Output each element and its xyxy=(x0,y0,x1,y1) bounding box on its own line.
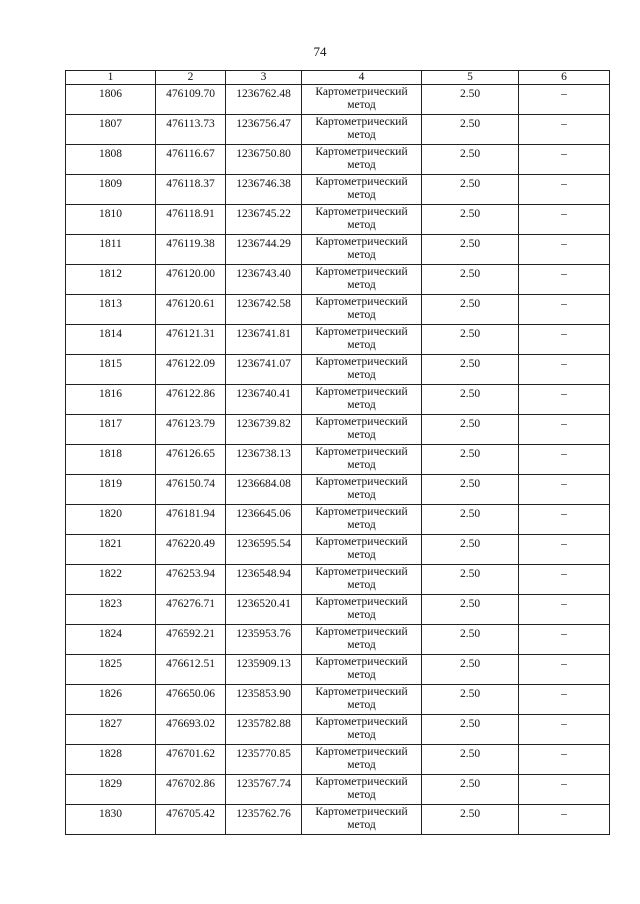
note-cell: – xyxy=(519,655,610,685)
method-cell xyxy=(302,115,422,145)
y-coordinate-cell: 1236520.41 xyxy=(226,595,302,625)
accuracy-cell: 2.50 xyxy=(422,685,519,715)
y-coordinate-cell: 1236738.13 xyxy=(226,445,302,475)
note-cell: – xyxy=(519,85,610,115)
point-number-cell: 1823 xyxy=(66,595,156,625)
method-line-2: метод xyxy=(347,159,376,171)
method-line-2: метод xyxy=(347,99,376,111)
point-number-cell: 1825 xyxy=(66,655,156,685)
method-line-1: Картометрический xyxy=(315,716,408,728)
y-coordinate-cell: 1236750.80 xyxy=(226,145,302,175)
table-row xyxy=(66,175,610,205)
point-number-cell: 1820 xyxy=(66,505,156,535)
column-header: 2 xyxy=(156,71,226,85)
x-coordinate-cell: 476612.51 xyxy=(156,655,226,685)
table-row xyxy=(66,325,610,355)
coordinates-table xyxy=(65,70,610,835)
accuracy-cell: 2.50 xyxy=(422,715,519,745)
y-coordinate-cell: 1236743.40 xyxy=(226,265,302,295)
method-line-2: метод xyxy=(347,819,376,831)
method-line-2: метод xyxy=(347,129,376,141)
accuracy-cell: 2.50 xyxy=(422,505,519,535)
y-coordinate-cell: 1235767.74 xyxy=(226,775,302,805)
method-line-1: Картометрический xyxy=(315,626,408,638)
table-row xyxy=(66,805,610,835)
column-header: 4 xyxy=(302,71,422,85)
method-cell xyxy=(302,565,422,595)
note-cell: – xyxy=(519,685,610,715)
note-cell: – xyxy=(519,325,610,355)
method-line-1: Картометрический xyxy=(315,326,408,338)
note-cell: – xyxy=(519,385,610,415)
point-number-cell: 1814 xyxy=(66,325,156,355)
table-row xyxy=(66,145,610,175)
method-line-1: Картометрический xyxy=(315,176,408,188)
x-coordinate-cell: 476693.02 xyxy=(156,715,226,745)
method-line-1: Картометрический xyxy=(315,206,408,218)
point-number-cell: 1829 xyxy=(66,775,156,805)
y-coordinate-cell: 1236548.94 xyxy=(226,565,302,595)
method-line-2: метод xyxy=(347,579,376,591)
method-line-2: метод xyxy=(347,519,376,531)
table-row xyxy=(66,205,610,235)
method-line-2: метод xyxy=(347,489,376,501)
table-body xyxy=(66,85,610,835)
column-header: 5 xyxy=(422,71,519,85)
x-coordinate-cell: 476702.86 xyxy=(156,775,226,805)
method-line-1: Картометрический xyxy=(315,656,408,668)
method-line-1: Картометрический xyxy=(315,746,408,758)
note-cell: – xyxy=(519,475,610,505)
y-coordinate-cell: 1236744.29 xyxy=(226,235,302,265)
y-coordinate-cell: 1235782.88 xyxy=(226,715,302,745)
x-coordinate-cell: 476220.49 xyxy=(156,535,226,565)
x-coordinate-cell: 476126.65 xyxy=(156,445,226,475)
method-cell xyxy=(302,505,422,535)
x-coordinate-cell: 476121.31 xyxy=(156,325,226,355)
method-cell xyxy=(302,775,422,805)
method-cell xyxy=(302,595,422,625)
method-line-1: Картометрический xyxy=(315,356,408,368)
column-header: 6 xyxy=(519,71,610,85)
point-number-cell: 1810 xyxy=(66,205,156,235)
point-number-cell: 1816 xyxy=(66,385,156,415)
method-cell xyxy=(302,85,422,115)
point-number-cell: 1822 xyxy=(66,565,156,595)
method-line-1: Картометрический xyxy=(315,386,408,398)
point-number-cell: 1811 xyxy=(66,235,156,265)
y-coordinate-cell: 1236595.54 xyxy=(226,535,302,565)
method-line-2: метод xyxy=(347,669,376,681)
x-coordinate-cell: 476122.09 xyxy=(156,355,226,385)
x-coordinate-cell: 476253.94 xyxy=(156,565,226,595)
accuracy-cell: 2.50 xyxy=(422,175,519,205)
method-line-1: Картометрический xyxy=(315,296,408,308)
y-coordinate-cell: 1235953.76 xyxy=(226,625,302,655)
x-coordinate-cell: 476118.37 xyxy=(156,175,226,205)
method-cell xyxy=(302,415,422,445)
table-row xyxy=(66,535,610,565)
method-cell xyxy=(302,685,422,715)
accuracy-cell: 2.50 xyxy=(422,595,519,625)
table-row xyxy=(66,355,610,385)
method-cell xyxy=(302,175,422,205)
point-number-cell: 1817 xyxy=(66,415,156,445)
method-cell xyxy=(302,715,422,745)
y-coordinate-cell: 1236739.82 xyxy=(226,415,302,445)
accuracy-cell: 2.50 xyxy=(422,385,519,415)
accuracy-cell: 2.50 xyxy=(422,295,519,325)
method-cell xyxy=(302,235,422,265)
method-line-2: метод xyxy=(347,219,376,231)
x-coordinate-cell: 476123.79 xyxy=(156,415,226,445)
accuracy-cell: 2.50 xyxy=(422,805,519,835)
point-number-cell: 1806 xyxy=(66,85,156,115)
table-row xyxy=(66,235,610,265)
point-number-cell: 1826 xyxy=(66,685,156,715)
point-number-cell: 1809 xyxy=(66,175,156,205)
method-line-1: Картометрический xyxy=(315,416,408,428)
y-coordinate-cell: 1236742.58 xyxy=(226,295,302,325)
method-line-1: Картометрический xyxy=(315,236,408,248)
y-coordinate-cell: 1236756.47 xyxy=(226,115,302,145)
table-row xyxy=(66,625,610,655)
accuracy-cell: 2.50 xyxy=(422,355,519,385)
method-line-1: Картометрический xyxy=(315,566,408,578)
point-number-cell: 1808 xyxy=(66,145,156,175)
note-cell: – xyxy=(519,205,610,235)
method-line-1: Картометрический xyxy=(315,776,408,788)
point-number-cell: 1819 xyxy=(66,475,156,505)
point-number-cell: 1830 xyxy=(66,805,156,835)
method-cell xyxy=(302,475,422,505)
point-number-cell: 1824 xyxy=(66,625,156,655)
accuracy-cell: 2.50 xyxy=(422,745,519,775)
y-coordinate-cell: 1236741.07 xyxy=(226,355,302,385)
y-coordinate-cell: 1235909.13 xyxy=(226,655,302,685)
x-coordinate-cell: 476150.74 xyxy=(156,475,226,505)
method-line-2: метод xyxy=(347,429,376,441)
note-cell: – xyxy=(519,775,610,805)
point-number-cell: 1818 xyxy=(66,445,156,475)
method-cell xyxy=(302,385,422,415)
method-cell xyxy=(302,205,422,235)
method-cell xyxy=(302,265,422,295)
column-header: 3 xyxy=(226,71,302,85)
method-line-1: Картометрический xyxy=(315,146,408,158)
table-row xyxy=(66,685,610,715)
y-coordinate-cell: 1236645.06 xyxy=(226,505,302,535)
y-coordinate-cell: 1235853.90 xyxy=(226,685,302,715)
x-coordinate-cell: 476181.94 xyxy=(156,505,226,535)
method-cell xyxy=(302,625,422,655)
y-coordinate-cell: 1236746.38 xyxy=(226,175,302,205)
accuracy-cell: 2.50 xyxy=(422,565,519,595)
accuracy-cell: 2.50 xyxy=(422,415,519,445)
method-cell xyxy=(302,325,422,355)
method-line-1: Картометрический xyxy=(315,686,408,698)
y-coordinate-cell: 1236762.48 xyxy=(226,85,302,115)
method-cell xyxy=(302,745,422,775)
x-coordinate-cell: 476119.38 xyxy=(156,235,226,265)
accuracy-cell: 2.50 xyxy=(422,265,519,295)
accuracy-cell: 2.50 xyxy=(422,475,519,505)
x-coordinate-cell: 476592.21 xyxy=(156,625,226,655)
column-header: 1 xyxy=(66,71,156,85)
method-line-1: Картометрический xyxy=(315,266,408,278)
x-coordinate-cell: 476276.71 xyxy=(156,595,226,625)
note-cell: – xyxy=(519,595,610,625)
table-row xyxy=(66,595,610,625)
table-row xyxy=(66,565,610,595)
table-row xyxy=(66,85,610,115)
point-number-cell: 1827 xyxy=(66,715,156,745)
note-cell: – xyxy=(519,175,610,205)
note-cell: – xyxy=(519,265,610,295)
table-row xyxy=(66,295,610,325)
method-line-1: Картометрический xyxy=(315,596,408,608)
accuracy-cell: 2.50 xyxy=(422,325,519,355)
method-line-2: метод xyxy=(347,369,376,381)
method-line-2: метод xyxy=(347,609,376,621)
method-line-2: метод xyxy=(347,789,376,801)
method-line-2: метод xyxy=(347,189,376,201)
method-line-2: метод xyxy=(347,639,376,651)
method-line-1: Картометрический xyxy=(315,446,408,458)
method-line-1: Картометрический xyxy=(315,116,408,128)
accuracy-cell: 2.50 xyxy=(422,115,519,145)
x-coordinate-cell: 476109.70 xyxy=(156,85,226,115)
note-cell: – xyxy=(519,715,610,745)
method-cell xyxy=(302,805,422,835)
note-cell: – xyxy=(519,745,610,775)
table-row xyxy=(66,415,610,445)
method-line-2: метод xyxy=(347,459,376,471)
method-line-1: Картометрический xyxy=(315,536,408,548)
x-coordinate-cell: 476113.73 xyxy=(156,115,226,145)
table-row xyxy=(66,505,610,535)
note-cell: – xyxy=(519,535,610,565)
y-coordinate-cell: 1235762.76 xyxy=(226,805,302,835)
point-number-cell: 1815 xyxy=(66,355,156,385)
method-line-2: метод xyxy=(347,249,376,261)
method-cell xyxy=(302,535,422,565)
point-number-cell: 1821 xyxy=(66,535,156,565)
table-header-row xyxy=(66,71,610,85)
y-coordinate-cell: 1236745.22 xyxy=(226,205,302,235)
table-row xyxy=(66,775,610,805)
point-number-cell: 1813 xyxy=(66,295,156,325)
method-cell xyxy=(302,295,422,325)
method-line-2: метод xyxy=(347,729,376,741)
table-row xyxy=(66,265,610,295)
method-line-1: Картометрический xyxy=(315,86,408,98)
x-coordinate-cell: 476705.42 xyxy=(156,805,226,835)
accuracy-cell: 2.50 xyxy=(422,145,519,175)
note-cell: – xyxy=(519,115,610,145)
x-coordinate-cell: 476116.67 xyxy=(156,145,226,175)
table-row xyxy=(66,715,610,745)
method-cell xyxy=(302,655,422,685)
accuracy-cell: 2.50 xyxy=(422,445,519,475)
method-line-1: Картометрический xyxy=(315,506,408,518)
note-cell: – xyxy=(519,625,610,655)
accuracy-cell: 2.50 xyxy=(422,655,519,685)
note-cell: – xyxy=(519,445,610,475)
x-coordinate-cell: 476122.86 xyxy=(156,385,226,415)
method-cell xyxy=(302,355,422,385)
method-line-2: метод xyxy=(347,759,376,771)
point-number-cell: 1812 xyxy=(66,265,156,295)
accuracy-cell: 2.50 xyxy=(422,625,519,655)
y-coordinate-cell: 1235770.85 xyxy=(226,745,302,775)
note-cell: – xyxy=(519,565,610,595)
note-cell: – xyxy=(519,415,610,445)
y-coordinate-cell: 1236740.41 xyxy=(226,385,302,415)
note-cell: – xyxy=(519,805,610,835)
table-row xyxy=(66,115,610,145)
method-line-1: Картометрический xyxy=(315,806,408,818)
note-cell: – xyxy=(519,145,610,175)
note-cell: – xyxy=(519,235,610,265)
method-cell xyxy=(302,445,422,475)
method-line-2: метод xyxy=(347,699,376,711)
table-row xyxy=(66,445,610,475)
method-line-2: метод xyxy=(347,339,376,351)
page-number: 74 xyxy=(313,44,327,59)
x-coordinate-cell: 476120.00 xyxy=(156,265,226,295)
note-cell: – xyxy=(519,505,610,535)
method-line-2: метод xyxy=(347,549,376,561)
table-row xyxy=(66,385,610,415)
point-number-cell: 1807 xyxy=(66,115,156,145)
table-row xyxy=(66,475,610,505)
method-cell xyxy=(302,145,422,175)
x-coordinate-cell: 476120.61 xyxy=(156,295,226,325)
method-line-2: метод xyxy=(347,309,376,321)
accuracy-cell: 2.50 xyxy=(422,85,519,115)
accuracy-cell: 2.50 xyxy=(422,775,519,805)
x-coordinate-cell: 476118.91 xyxy=(156,205,226,235)
table-row xyxy=(66,655,610,685)
table-row xyxy=(66,745,610,775)
note-cell: – xyxy=(519,295,610,325)
y-coordinate-cell: 1236741.81 xyxy=(226,325,302,355)
accuracy-cell: 2.50 xyxy=(422,205,519,235)
method-line-1: Картометрический xyxy=(315,476,408,488)
accuracy-cell: 2.50 xyxy=(422,235,519,265)
y-coordinate-cell: 1236684.08 xyxy=(226,475,302,505)
method-line-2: метод xyxy=(347,399,376,411)
point-number-cell: 1828 xyxy=(66,745,156,775)
note-cell: – xyxy=(519,355,610,385)
x-coordinate-cell: 476701.62 xyxy=(156,745,226,775)
x-coordinate-cell: 476650.06 xyxy=(156,685,226,715)
accuracy-cell: 2.50 xyxy=(422,535,519,565)
method-line-2: метод xyxy=(347,279,376,291)
